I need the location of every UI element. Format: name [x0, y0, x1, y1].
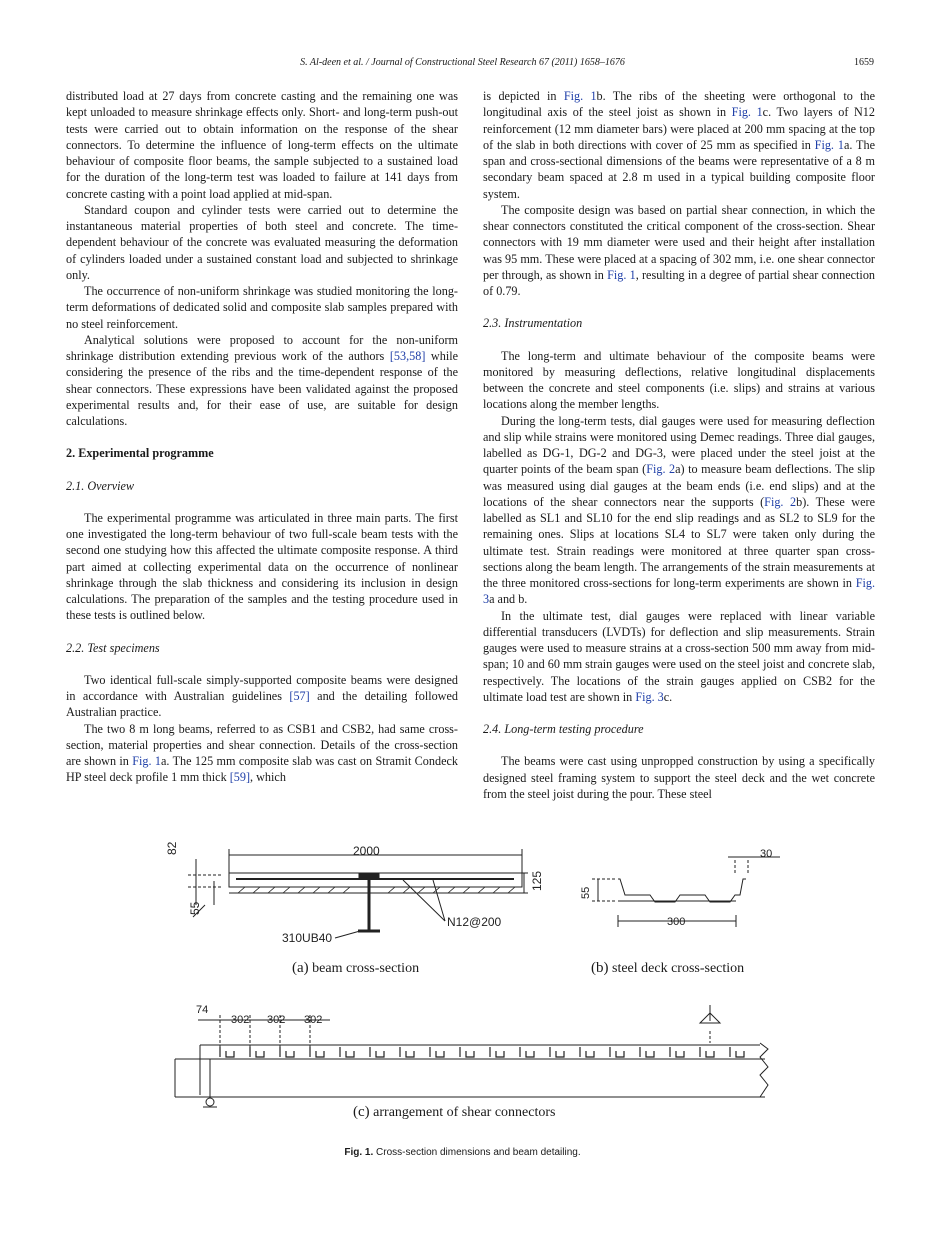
paragraph: Analytical solutions were proposed to account for the non-uniform shrinkage distribution extending previous work of the authors [53,58] while considering the presence of the ribs and the time-dependent response of the shear connectors. These expressions have been validated against the proposed experimental results and, for their ease of use, are suitable for design calculations. — [66, 332, 458, 428]
subsection-heading: 2.2. Test specimens — [66, 640, 160, 655]
citation-link[interactable]: [57] — [289, 689, 310, 703]
paragraph: Two identical full-scale simply-supported composite beams were designed in accordance with Australian guidelines [57] and the detailing followed Australian practice. — [66, 672, 458, 720]
paragraph: In the ultimate test, dial gauges were replaced with linear variable differential transducers (LVDTs) for deflection and slip measurements. Strain gauges were used to measure strains at a cross-section 500 mm away from mid-span; 10 and 60 mm strain gauges were used on the steel joist and concrete slab, respectively. The locations of the strain gauges applied on CSB2 for the ultimate load test are shown in Fig. 3c. — [483, 608, 875, 704]
figure-link[interactable]: Fig. 2 — [764, 494, 797, 509]
figure-1 — [0, 835, 925, 1135]
figure-link[interactable]: Fig. 2 — [646, 462, 676, 477]
paragraph: The experimental programme was articulated in three main parts. The first one investigated the long-term behaviour of two full-scale beam tests with the second one studying how this affected the ultimate composite response. A third part aimed at collecting experimental data on the occurrence of nonlinear shrinkage through the slab thickness and considering its inclusion in design calculations. The preparation of the samples and the testing procedure used in these tests is outlined below. — [66, 510, 458, 623]
running-title: S. Al-deen et al. / Journal of Constructional Steel Research 67 (2011) 1658–1676 — [300, 57, 625, 68]
section-heading: 2. Experimental programme — [66, 446, 214, 461]
figure-link[interactable]: Fig. 1 — [607, 267, 636, 282]
paragraph: The long-term and ultimate behaviour of the composite beams were monitored by measuring deflections, relative longitudinal displacements between the concrete and steel components (i.e. slips) and strains at various locations along the member lengths. — [483, 348, 875, 412]
dim-label: 55 — [580, 886, 592, 899]
figure-link[interactable]: Fig. 1 — [731, 105, 763, 120]
running-header — [0, 57, 925, 71]
subfigure-caption-b: (b) steel deck cross-section — [591, 960, 745, 976]
paragraph: The beams were cast using unpropped construction by using a specifically designed steel framing system to support the steel deck and the wet concrete from the steel joist during the pour. These steel — [483, 754, 875, 801]
right-column — [483, 88, 875, 802]
dim-label: 30 — [760, 848, 773, 860]
figure-link[interactable]: Fig. 3 — [635, 689, 664, 704]
paragraph: distributed load at 27 days from concrete casting and the remaining one was kept unloaded to measure shrinkage effects only. Short- and long-term push-out tests were carried out to obtain information on the response of the shear connectors. To determine the influence of long-term effects on the ultimate behaviour of composite floor beams, the sample subjected to a sustained load for the duration of the long-term test was loaded to failure at 141 days from concrete casting with a point load applied at mid-span. — [66, 89, 458, 201]
citation-link[interactable]: [53,58] — [389, 349, 426, 363]
paragraph: During the long-term tests, dial gauges were used for measuring deflection and slip while strains were monitored using Demec readings. Three dial gauges, labelled as DG-1, DG-2 and DG-3, were placed under the steel joist at the quarter points of the beam span (Fig. 2a) to measure beam deflections. The slip was measured using dial gauges at the beam ends (i.e. end slips) and at the locations of the shear connectors near the supports (Fig. 2b). These were labelled as SL1 and SL10 for the end slip readings and as SL2 to SL9 for the remaining ones. Slips at locations SL4 to SL7 were taken only during the ultimate test. Strain readings were monitored at three quarter span cross-sections along the beam length. The arrangements of the strain measurements at the three monitored cross-sections for long-term experiments are shown in Fig. 3a and b. — [483, 413, 876, 607]
steel-deck-drawing — [592, 857, 780, 927]
dim-label: 300 — [667, 916, 686, 928]
figure-link[interactable]: Fig. 3 — [483, 576, 875, 607]
paragraph: The occurrence of non-uniform shrinkage was studied monitoring the long-term deformations of dedicated solid and composite slab samples prepared with no steel reinforcement. — [66, 284, 458, 331]
subfigure-caption-a: (a) beam cross-section — [292, 960, 420, 976]
dim-label: N12@200 — [447, 915, 502, 929]
left-column — [66, 88, 458, 786]
dim-label: 55 — [188, 901, 202, 915]
dim-label: 125 — [530, 870, 544, 891]
page-number: 1659 — [854, 57, 874, 68]
paragraph: The composite design was based on partial shear connection, in which the shear connectors constituted the critical component of the cross-section. Shear connectors with 19 mm diameter were used and their height after installation was 95 mm. These were placed at a spacing of 302 mm, i.e. one shear connector per through, as shown in Fig. 1, resulting in a degree of partial shear connection of 0.79. — [483, 202, 876, 298]
citation-link[interactable]: [59] — [229, 770, 251, 785]
figure-caption: Fig. 1. Cross-section dimensions and beam detailing. — [344, 1147, 581, 1158]
subsection-heading: 2.1. Overview — [66, 478, 135, 493]
subfigure-caption-c: (c) arrangement of shear connectors — [353, 1104, 556, 1120]
paragraph: Standard coupon and cylinder tests were carried out to determine the instantaneous material properties of both steel and concrete. The time-dependent behaviour of the concrete was evaluated measuring the deformation of cylinders loaded under a sustained constant load and subjected to shrinkage only. — [66, 202, 458, 282]
subsection-heading: 2.3. Instrumentation — [483, 316, 583, 331]
dim-label: 74 — [196, 1004, 209, 1016]
dim-label: 302 — [304, 1014, 323, 1026]
paragraph: The two 8 m long beams, referred to as CSB1 and CSB2, had same cross-section, material properties and shear connection. Details of the cross-section are shown in Fig. 1a. The 125 mm composite slab was cast on Stramit Condeck HP steel deck profile 1 mm thick [59], which — [66, 721, 459, 785]
dim-label: 302 — [267, 1014, 286, 1026]
paragraph: is depicted in Fig. 1b. The ribs of the sheeting were orthogonal to the longitudinal axis of the steel joist as shown in Fig. 1c. Two layers of N12 reinforcement (12 mm diameter bars) were placed at 200 mm spacing at the top of the slab in both directions with cover of 25 mm as specified in Fig. 1a. The span and cross-sectional dimensions of the beams were representative of a 8 m secondary beam spaced at 2.8 m used in a typical building composite floor system. — [483, 89, 876, 201]
dim-label: 302 — [231, 1014, 250, 1026]
figure-link[interactable]: Fig. 1 — [814, 137, 844, 152]
figure-link[interactable]: Fig. 1 — [132, 754, 162, 768]
figure-link[interactable]: Fig. 1 — [563, 89, 597, 103]
subsection-heading: 2.4. Long-term testing procedure — [483, 722, 644, 736]
shear-connector-arrangement-drawing — [175, 1005, 768, 1107]
dim-label: 310UB40 — [282, 931, 333, 945]
dim-label: 2000 — [353, 844, 380, 858]
dim-label: 82 — [165, 841, 179, 855]
